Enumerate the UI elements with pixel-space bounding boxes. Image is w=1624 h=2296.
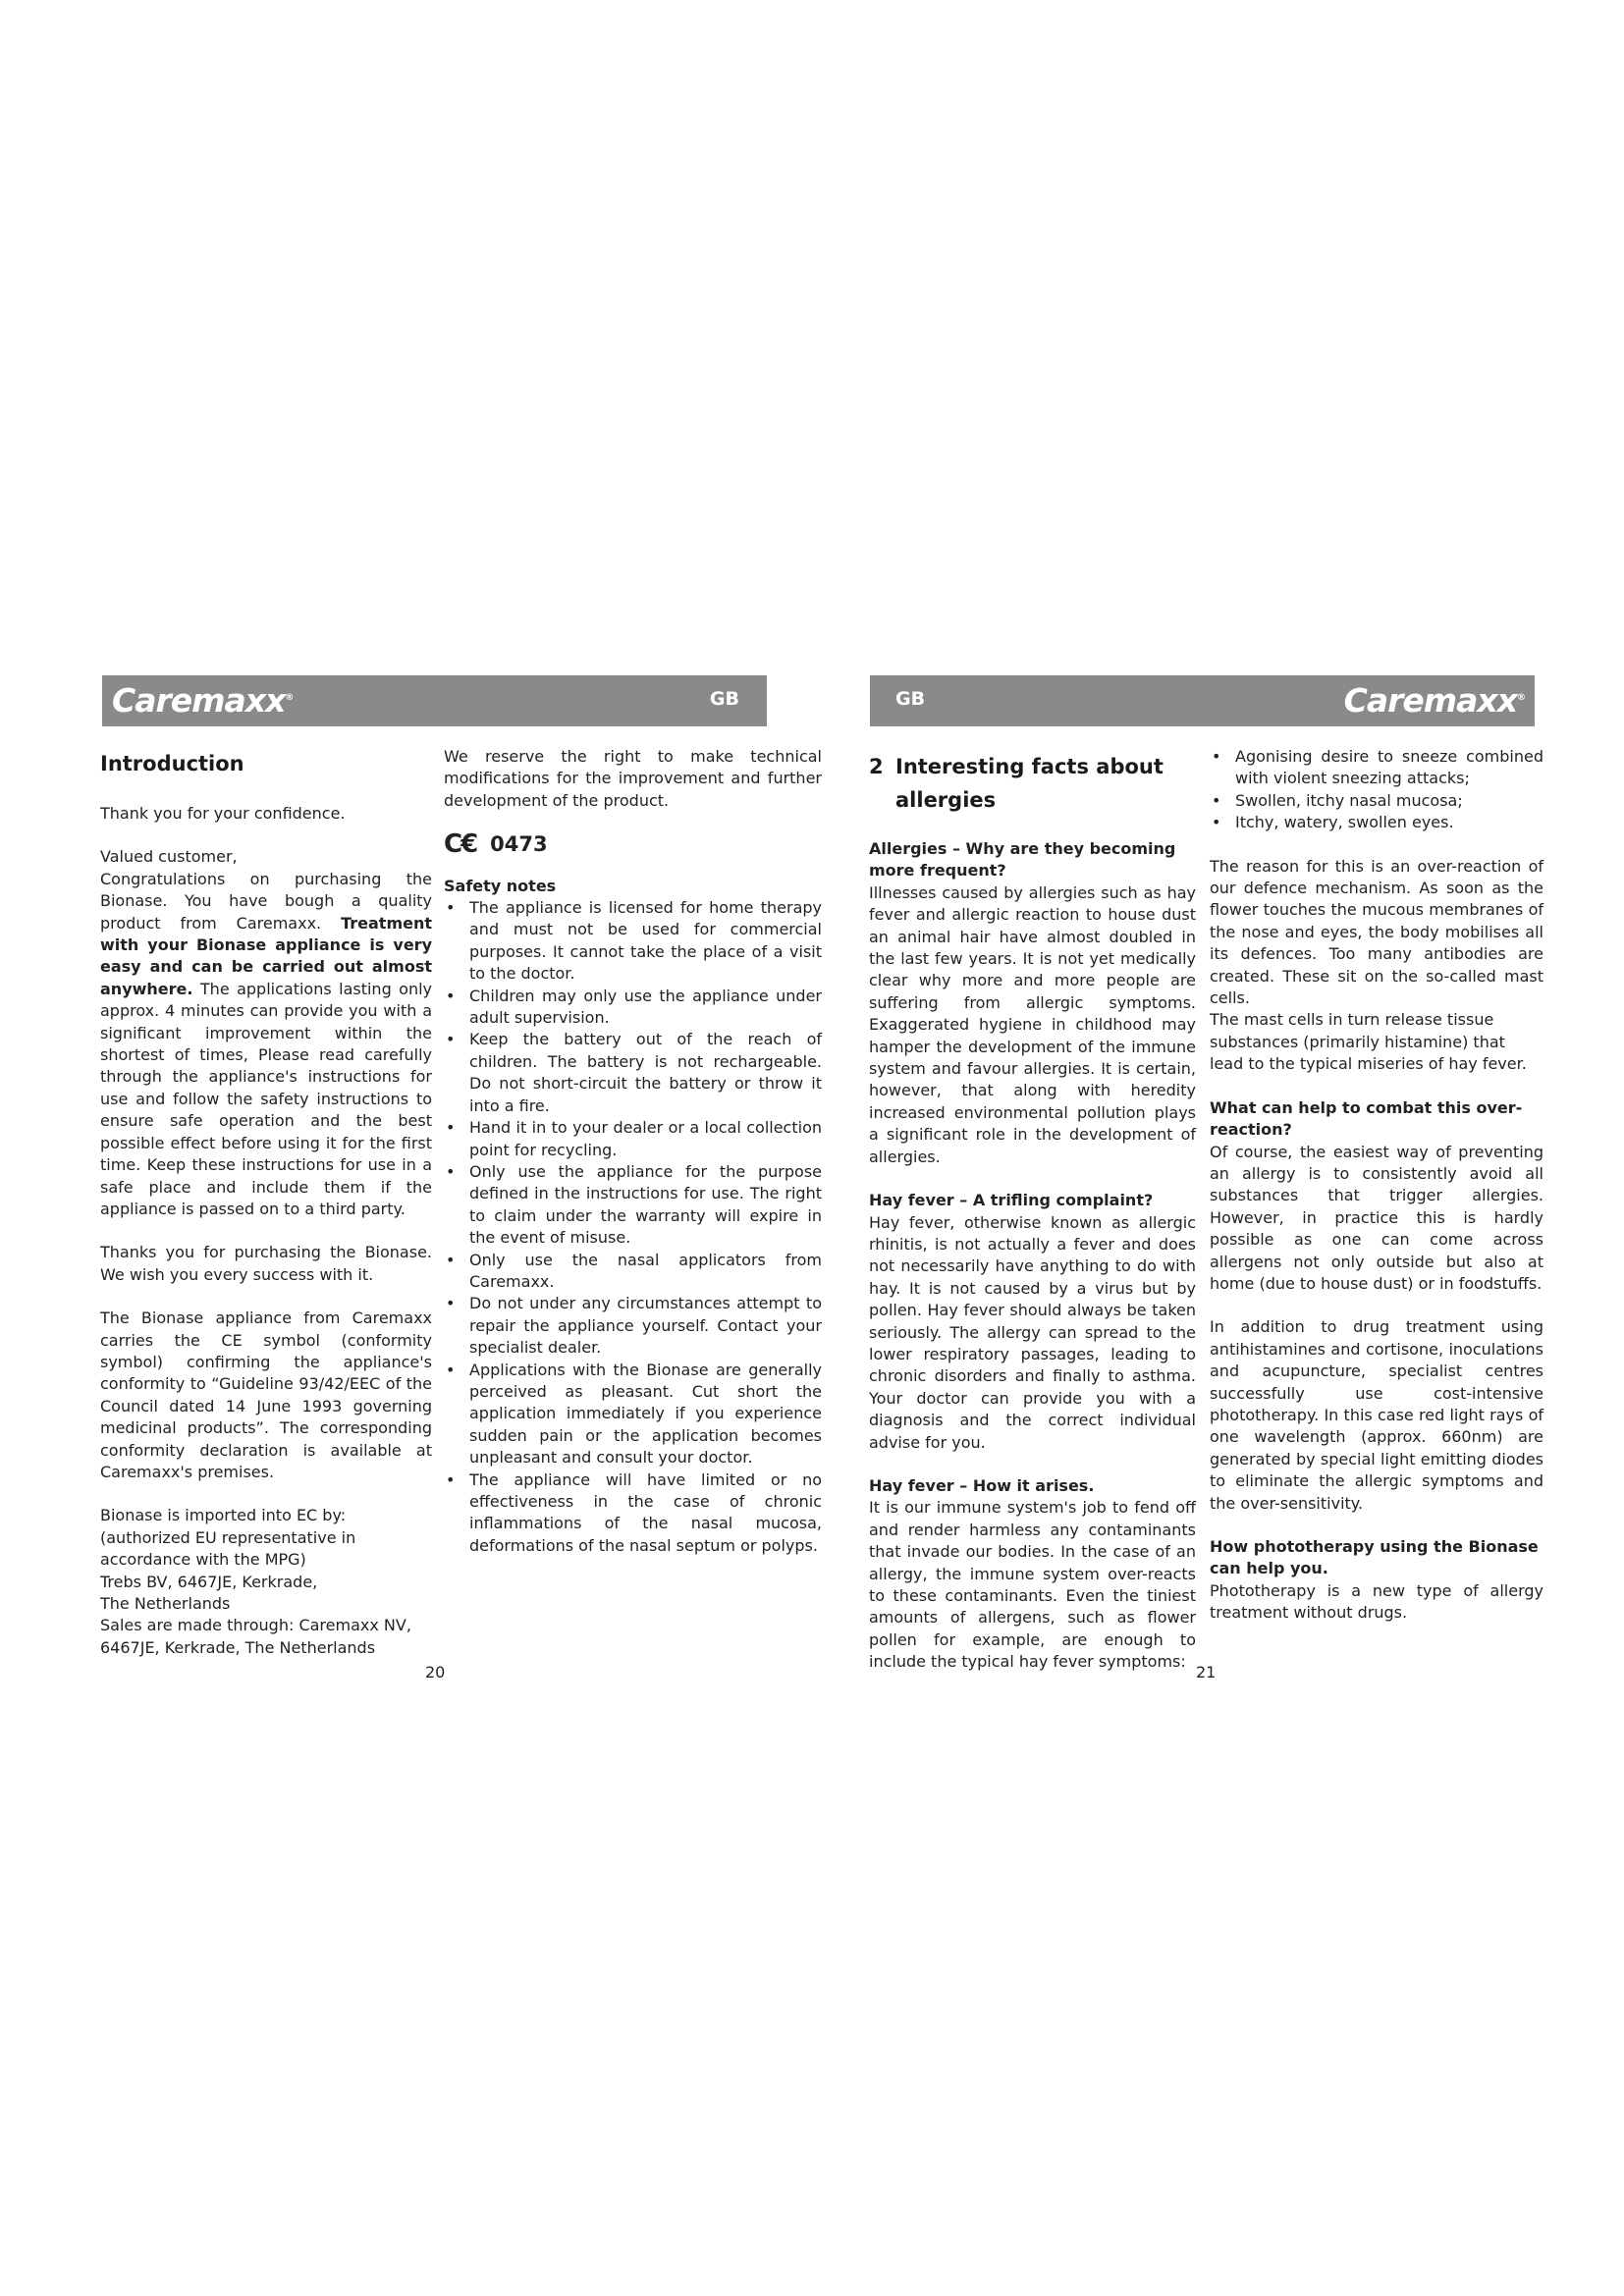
thanks-purchase: Thanks you for purchasing the Bionase. We wish you every success with it. (100, 1243, 432, 1284)
language-code: GB (895, 688, 926, 710)
list-item: • Keep the battery out of the reach of children. The battery is not rechargeable. Do not short-circuit the battery or throw it into a fire. (444, 1029, 822, 1117)
paragraph: In addition to drug treatment using antihistamines and cortisone, inoculations and acupuncture, specialist centres successfully use cost-intensive phototherapy. In this case red light rays of one wavelength (approx. 660nm) are generated by special light emitting diodes to eliminate the allergic symptoms and the over-sensitivity. (1210, 1317, 1543, 1513)
subheading: Hay fever – How it arises. (869, 1475, 1095, 1495)
thanks-line: Thank you for your confidence. (100, 804, 346, 823)
paragraph: Phototherapy is a new type of allergy treatment without drugs. (1210, 1580, 1543, 1623)
ce-mark-icon: C€ (444, 829, 477, 860)
caremaxx-logo: Caremaxx® (1343, 681, 1525, 720)
list-item: • Swollen, itchy nasal mucosa; (1210, 790, 1543, 812)
subheading: How phototherapy using the Bionase can help you. (1210, 1537, 1539, 1578)
column-treatment (1210, 746, 1543, 1646)
list-item: • Children may only use the appliance under adult supervision. (444, 986, 822, 1030)
symptom-list (1210, 746, 1543, 834)
page-number: 20 (425, 1663, 446, 1682)
ce-paragraph: The Bionase appliance from Caremaxx carries the CE symbol (conformity symbol) confirming the appliance's conformity to “Guideline 93/42/EEC of the Council dated 14 June 1993 governing medicinal products”. The corresponding conformity declaration is available at Caremaxx's premises. (100, 1308, 432, 1481)
ce-number: 0473 (490, 832, 548, 857)
subheading: Allergies – Why are they becoming more frequent? (869, 839, 1176, 881)
paragraph: The mast cells in turn release tissue substances (primarily histamine) that lead to the typical miseries of hay fever. (1210, 1010, 1527, 1074)
list-item: • Only use the nasal applicators from Caremaxx. (444, 1250, 822, 1294)
language-code: GB (709, 688, 739, 710)
congrats-paragraph: Congratulations on purchasing the Bionase. You have bough a quality product from Caremaxx. Treatment with your Bionase appliance is very easy and can be carried out almost anywhere. The applications lasting only approx. 4 minutes can provide you with a significant improvement within the shortest of times, Please read carefully through the appliance's instructions for use and follow the safety instructions to ensure safe operation and the best possible effect before using it for the first time. Keep these instructions for use in a safe place and include them if the appliance is passed on to a third party. (100, 869, 432, 1218)
paragraph: The reason for this is an over-reaction of our defence mechanism. As soon as the flower touches the mucous membranes of the nose and eyes, the body mobilises all its defences. Too many antibodies are created. These sit on the so-called mast cells. (1210, 856, 1543, 1008)
list-item: • Applications with the Bionase are generally perceived as pleasant. Cut short the application immediately if you experience sudden pain or the application becomes unpleasant and consult your doctor. (444, 1360, 822, 1469)
safety-title: Safety notes (444, 876, 557, 895)
section-title: Introduction (100, 752, 244, 775)
list-item: • Itchy, watery, swollen eyes. (1210, 812, 1543, 833)
ce-marking (444, 829, 822, 860)
section-title: 2 Interesting facts about allergies (869, 755, 1164, 812)
paragraph: It is our immune system's job to fend off and render harmless any contaminants that invade our bodies. In the case of an allergy, the immune system over-reacts to these contaminants. Even the tiniest amounts of allergens, such as flower pollen for example, are enough to include the typical hay fever symptoms: (869, 1498, 1196, 1672)
list-item: • The appliance is licensed for home therapy and must not be used for commercial purposes. It cannot take the place of a visit to the doctor. (444, 897, 822, 986)
column-allergy-facts (869, 746, 1196, 1695)
paragraph: Of course, the easiest way of preventing an allergy is to consistently avoid all substances that trigger allergies. However, in practice this is hardly possible as one can come across allergens not only outside but also at home (due to house dust) or in foodstuffs. (1210, 1142, 1543, 1293)
subheading: What can help to combat this over-reaction? (1210, 1097, 1523, 1140)
header-bar-left (102, 675, 767, 726)
column-safety (444, 746, 822, 1578)
list-item: • Only use the appliance for the purpose defined in the instructions for use. The right to claim under the warranty will expire in the event of misuse. (444, 1161, 822, 1250)
reserve-paragraph: We reserve the right to make technical modifications for the improvement and further development of the product. (444, 747, 822, 810)
list-item: • The appliance will have limited or no effectiveness in the case of chronic inflammations of the nasal mucosa, deformations of the nasal septum or polyps. (444, 1469, 822, 1558)
paragraph: Illnesses caused by allergies such as hay fever and allergic reaction to house dust an animal hair have almost doubled in the last few years. It is not yet medically clear why more and more people are suffering from allergic symptoms. Exaggerated hygiene in childhood may hamper the development of the immune system and favour allergies. It is certain, however, that along with heredity increased environmental pollution plays a significant role in the development of allergies. (869, 882, 1196, 1166)
list-item: • Agonising desire to sneeze combined with violent sneezing attacks; (1210, 746, 1543, 790)
caremaxx-logo: Caremaxx® (112, 681, 294, 720)
subheading: Hay fever – A trifling complaint? (869, 1191, 1154, 1210)
safety-list (444, 897, 822, 1557)
paragraph: Hay fever, otherwise known as allergic rhinitis, is not actually a fever and does not necessarily have anything to do with hay. It is not caused by a virus but by pollen. Hay fever should always be taken seriously. The allergy can spread to the lower respiratory passages, leading to chronic disorders and finally to asthma. Your doctor can provide you with a diagnosis and the correct individual advise for you. (869, 1212, 1196, 1452)
header-bar-right (870, 675, 1535, 726)
page-number: 21 (1196, 1663, 1217, 1682)
list-item: • Hand it in to your dealer or a local collection point for recycling. (444, 1117, 822, 1161)
import-info: Bionase is imported into EC by: (authorized EU representative in accordance with the MPG) Trebs BV, 6467JE, Kerkrade, The Netherlands Sales are made through: Caremaxx NV, 6467JE, Kerkrade, The Netherlands (100, 1506, 411, 1657)
greeting: Valued customer, (100, 847, 238, 867)
list-item: • Do not under any circumstances attempt to repair the appliance yourself. Contact your specialist dealer. (444, 1293, 822, 1359)
column-introduction (100, 746, 432, 1659)
